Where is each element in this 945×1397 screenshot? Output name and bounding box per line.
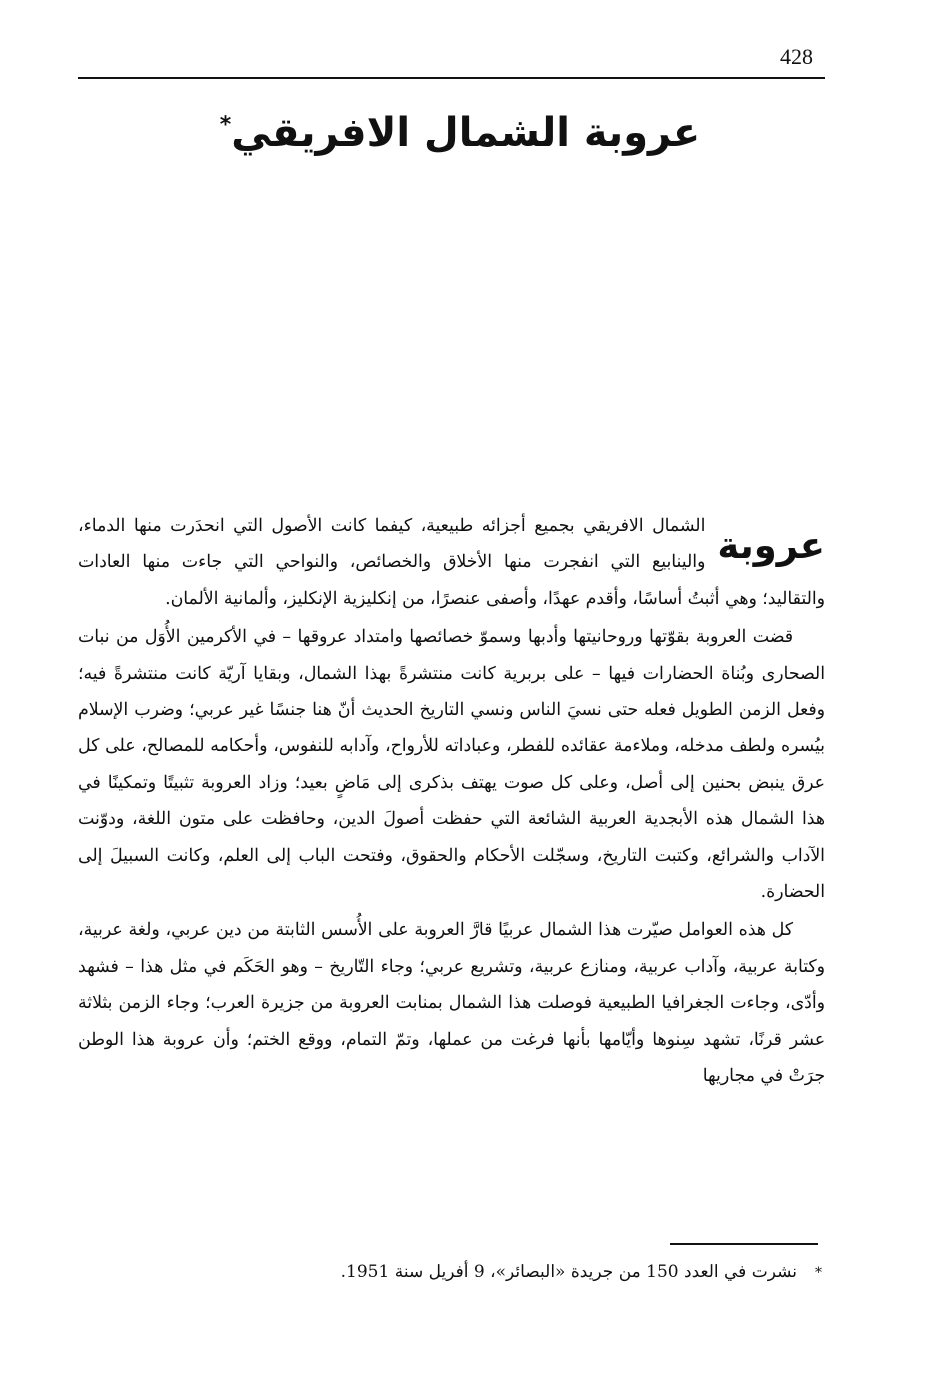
footnote xyxy=(260,1258,822,1287)
footnote-rule xyxy=(670,1243,818,1245)
footnote-mark: * xyxy=(815,1265,822,1281)
paragraph-1: الشمال الافريقي بجميع أجزائه طبيعية، كيفما كانت الأصول التي انحدَرت منها الدماء، والينابيع التي انفجرت منها الأخلاق والخصائص، والنواحي التي جاءت منها العادات والتقاليد؛ وهي أثبتُ أساسًا، وأقدم عهدًا، وأصفى عنصرًا، من إنكليزية الإنكليز، وألمانية الألمان. xyxy=(78,516,825,609)
article-title xyxy=(220,110,701,156)
article-title-text: عروبة الشمال الافريقي xyxy=(231,110,701,156)
dropcap-word: عروبة xyxy=(717,524,825,567)
paragraph-3: كل هذه العوامل صيّرت هذا الشمال عربيًا قارَّ العروبة على الأُسس الثابتة من دين عربي، ولغة عربية، وكتابة عربية، وآداب عربية، ومنازع عربية، وتشريع عربي؛ وجاء التّاريخ – وهو الحَكَم في مثل هذا – فشهد وأدّى، وجاءت الجغرافيا الطبيعية فوصلت هذا الشمال بمنابت العروبة من جزيرة العرب؛ وجاء الزمن بثلاثة عشر قرنًا، تشهد سِنوها وأيّامها بأنها فرغت من عملها، وتمّ التمام، ووقع الختم؛ وأن عروبة هذا الوطن جرَتْ في مجاريها xyxy=(78,920,825,1087)
footnote-text: نشرت في العدد 150 من جريدة «البصائر»، 9 أفريل سنة 1951. xyxy=(340,1262,797,1282)
header-rule xyxy=(78,77,825,79)
title-footnote-mark: * xyxy=(219,112,232,138)
title-block xyxy=(160,110,760,156)
page-number: 428 xyxy=(780,44,813,69)
paragraph-2: قضت العروبة بقوّتها وروحانيتها وأدبها وسموّ خصائصها وامتداد عروقها – في الأكرمين الأُوَل من نبات الصحارى وبُناة الحضارات فيها – على بربرية كانت منتشرةً بهذا الشمال، وبقايا آريّة كانت منتشرةً فيه؛ وفعل الزمن الطويل فعله حتى نسيَ الناس ونسي التاريخ الحديث أنّ هنا جنسًا غير عربي؛ وضرب الإسلام بيُسره ولطف مدخله، وملاءمة عقائده للفطر، وعباداته للأرواح، وآدابه للنفوس، وأحكامه للمصالح، على كل عرق ينبض بحنين إلى أصل، وعلى كل صوت يهتف بذكرى إلى مَاضٍ بعيد؛ وزاد العروبة تثبيتًا وتمكينًا في هذا الشمال هذه الأبجدية العربية الشائعة التي حفظت أصولَ الدين، وحافظت على متون اللغة، ودوّنت الآداب والشرائع، وكتبت التاريخ، وسجّلت الأحكام والحقوق، وفتحت الباب إلى العلم، وكانت السبيلَ إلى الحضارة. xyxy=(78,627,825,903)
article-body xyxy=(78,508,825,1095)
